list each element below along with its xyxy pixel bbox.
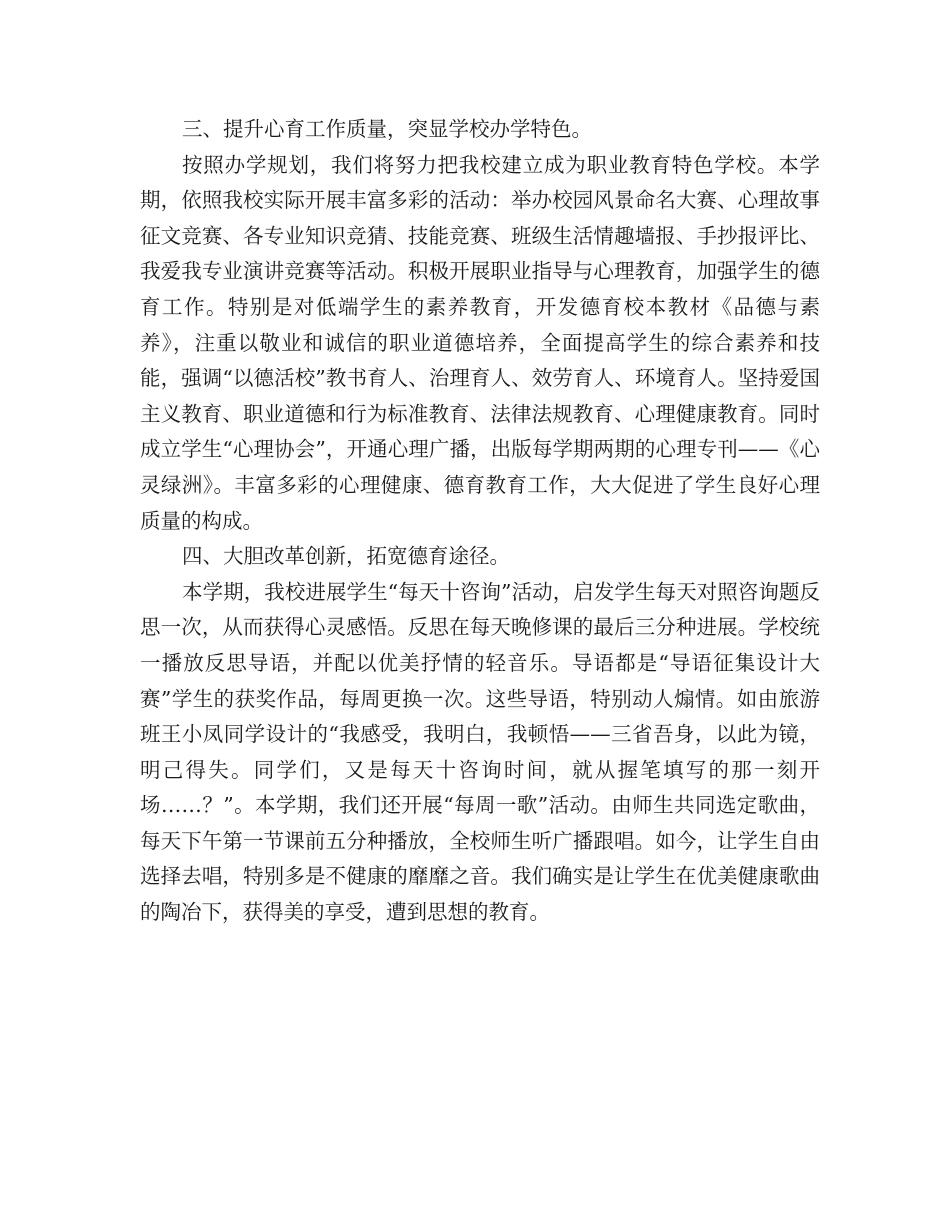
section-paragraph-3: 按照办学规划，我们将努力把我校建立成为职业教育特色学校。本学期，依照我校实际开展丰富多彩的活动：举办校园风景命名大赛、心理故事征文竞赛、各专业知识竞猜、技能竞赛、班级生活情趣墙报、手抄报评比、我爱我专业演讲竞赛等活动。积极开展职业指导与心理教育，加强学生的德育工作。特别是对低端学生的素养教育，开发德育校本教材《品德与素养》，注重以敬业和诚信的职业道德培养，全面提高学生的综合素养和技能，强调“以德活校”教书育人、治理育人、效劳育人、环境育人。坚持爱国主义教育、职业道德和行为标准教育、法律法规教育、心理健康教育。同时成立学生“心理协会”，开通心理广播，出版每学期两期的心理专刊——《心灵绿洲》。丰富多彩的心理健康、德育教育工作，大大促进了学生良好心理质量的构成。 [140, 152, 820, 533]
section-heading-4: 四、大胆改革创新，拓宽德育途径。 [182, 544, 510, 569]
section-heading-3: 三、提升心育工作质量，突显学校办学特色。 [182, 117, 592, 141]
section-paragraph-4: 本学期，我校进展学生“每天十咨询”活动，启发学生每天对照咨询题反思一次，从而获得心灵感悟。反思在每天晚修课的最后三分种进展。学校统一播放反思导语，并配以优美抒情的轻音乐。导语都是“导语征集设计大赛”学生的获奖作品，每周更换一次。这些导语，特别动人煽情。如由旅游班王小凤同学设计的“我感受，我明白，我顿悟——三省吾身，以此为镜，明己得失。同学们，又是每天十咨询时间，就从握笔填写的那一刻开场……？”。本学期，我们还开展“每周一歌”活动。由师生共同选定歌曲，每天下午第一节课前五分种播放，全校师生听广播跟唱。如今，让学生自由选择去唱，特别多是不健康的靡靡之音。我们确实是让学生在优美健康歌曲的陶冶下，获得美的享受，遭到思想的教育。 [140, 579, 820, 925]
document-body [140, 112, 820, 931]
